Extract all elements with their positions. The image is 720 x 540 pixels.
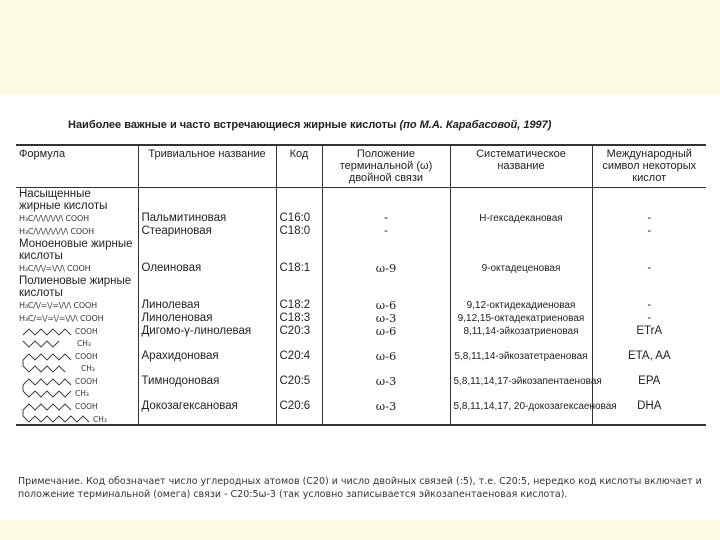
ch3-label: CH₃ <box>81 364 95 373</box>
table-row <box>16 225 706 238</box>
fatty-acid-structure-icon <box>19 375 129 399</box>
code-cell: C18:3 <box>276 312 322 325</box>
formula-cell <box>16 350 138 375</box>
symbol-cell: DHA <box>592 400 706 425</box>
header-systematic: Систематическое название <box>450 145 592 188</box>
section-label: Моноеновые жирные кислоты <box>19 238 133 262</box>
table-row <box>16 212 706 225</box>
formula-cell: H₃C/\/=\/=\/\/\ COOH <box>19 301 97 310</box>
ch3-label: CH₃ <box>77 339 91 348</box>
trivial-cell: Тимнодоновая <box>138 375 276 400</box>
position-cell: - <box>322 212 450 225</box>
table-title <box>68 119 688 131</box>
systematic-cell: 9-октадеценовая <box>450 262 592 275</box>
code-cell: C20:6 <box>276 400 322 425</box>
systematic-cell: 9,12,15-октадекатриеновая <box>450 312 592 325</box>
symbol-cell: ETrA <box>592 325 706 350</box>
code-cell: C16:0 <box>276 212 322 225</box>
fatty-acids-table <box>16 144 706 426</box>
title-main: Наиболее важные и часто встречающиеся жирные кислоты <box>68 119 397 131</box>
code-cell: C18:1 <box>276 262 322 275</box>
section-saturated <box>16 188 706 213</box>
symbol-cell: - <box>592 225 706 238</box>
formula-cell: H₃C/\/\/=\/\/\ COOH <box>19 264 91 273</box>
table-row <box>16 350 706 375</box>
systematic-cell: 5,8,11,14-эйкозатетраеновая <box>450 350 592 375</box>
trivial-cell: Арахидоновая <box>138 350 276 375</box>
formula-cell <box>16 325 138 350</box>
header-international: Международный символ некоторых кислот <box>592 145 706 188</box>
formula-cell: H₃C/=\/=\/=\/\/\ COOH <box>19 314 104 323</box>
fatty-acid-structure-icon <box>19 350 129 374</box>
header-trivial: Тривиальное название <box>138 145 276 188</box>
position-cell: ω-3 <box>322 375 450 400</box>
symbol-cell: EPA <box>592 375 706 400</box>
header-position: Положение терминальной (ω) двойной связи <box>322 145 450 188</box>
position-cell: ω-9 <box>322 262 450 275</box>
table-row <box>16 299 706 312</box>
trivial-cell: Линоленовая <box>138 312 276 325</box>
document-sheet <box>0 95 720 520</box>
header-code: Код <box>276 145 322 188</box>
formula-cell: H₃C/\/\/\/\/\/\ COOH <box>19 214 89 223</box>
section-label: Насыщенные жирные кислоты <box>19 188 108 212</box>
symbol-cell: - <box>592 262 706 275</box>
systematic-cell: Н-гексадекановая <box>450 212 592 225</box>
formula-cell <box>16 375 138 400</box>
position-cell: ω-3 <box>322 400 450 425</box>
table-row <box>16 262 706 275</box>
position-cell: ω-6 <box>322 325 450 350</box>
code-cell: C18:0 <box>276 225 322 238</box>
position-cell: ω-6 <box>322 299 450 312</box>
symbol-cell: - <box>592 299 706 312</box>
code-cell: C20:5 <box>276 375 322 400</box>
trivial-cell: Докозагексановая <box>138 400 276 425</box>
section-label: Полиеновые жирные кислоты <box>19 275 132 299</box>
table-row <box>16 400 706 425</box>
trivial-cell: Стеариновая <box>138 225 276 238</box>
systematic-cell: 5,8,11,14,17-эйкозапентаеновая <box>450 375 592 400</box>
systematic-cell: 9,12-октидекадиеновая <box>450 299 592 312</box>
trivial-cell: Олеиновая <box>138 262 276 275</box>
formula-cell <box>16 400 138 425</box>
symbol-cell: - <box>592 212 706 225</box>
symbol-cell: - <box>592 312 706 325</box>
code-cell: C18:2 <box>276 299 322 312</box>
header-formula: Формула <box>19 148 66 160</box>
trivial-cell: Пальмитиновая <box>138 212 276 225</box>
table-row <box>16 375 706 400</box>
cooh-label: COOH <box>75 327 98 336</box>
table-note: Примечание. Код обозначает число углеродных атомов (С20) и число двойных связей (:5), т.е. С20:5, нередко код кислоты включает и положение терминальной (омега) связи - С20:5ω-3 (так условно записывается эйкозапентаеновая кислота). <box>18 476 702 500</box>
header-row <box>16 145 706 188</box>
position-cell: ω-3 <box>322 312 450 325</box>
table-row <box>16 325 706 350</box>
ch3-label: CH₃ <box>75 389 89 398</box>
cooh-label: COOH <box>75 352 98 361</box>
cooh-label: COOH <box>75 402 98 411</box>
code-cell: C20:3 <box>276 325 322 350</box>
code-cell: C20:4 <box>276 350 322 375</box>
cooh-label: COOH <box>75 377 98 386</box>
systematic-cell: 8,11,14-эйкозатриеновая <box>450 325 592 350</box>
fatty-acid-structure-icon <box>19 400 129 424</box>
table-row <box>16 312 706 325</box>
trivial-cell: Линолевая <box>138 299 276 312</box>
fatty-acid-structure-icon <box>19 325 129 349</box>
systematic-cell: 5,8,11,14,17, 20-докозагексаеновая <box>450 400 592 425</box>
formula-cell: H₃C/\/\/\/\/\/\/\ COOH <box>19 227 94 236</box>
section-monoenoic <box>16 238 706 262</box>
position-cell: ω-6 <box>322 350 450 375</box>
section-polyenoic <box>16 275 706 299</box>
systematic-cell <box>450 225 592 238</box>
position-cell: - <box>322 225 450 238</box>
title-author: (по М.А. Карабасовой, 1997) <box>399 119 552 131</box>
ch3-label: CH₃ <box>93 415 107 424</box>
symbol-cell: ETA, AA <box>592 350 706 375</box>
trivial-cell: Дигомо-γ-линолевая <box>138 325 276 350</box>
